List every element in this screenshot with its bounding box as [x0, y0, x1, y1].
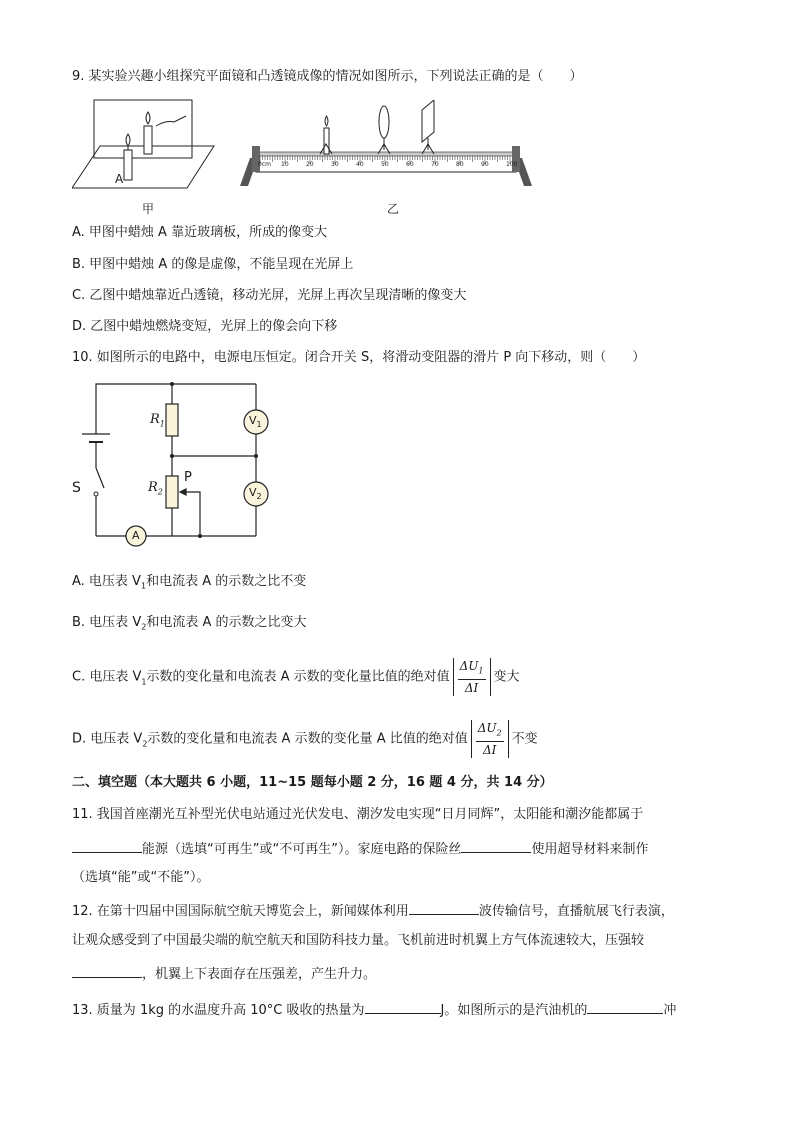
plane-mirror-figure — [72, 98, 217, 193]
section-2-title: 二、填空题（本大题共 6 小题，11~15 题每小题 2 分，16 题 4 分，共 14 分） — [72, 775, 553, 790]
q12-line1: 12. 在第十四届中国国际航空航天博览会上，新闻媒体利用 波传输信号，直播航展飞行表演， — [72, 900, 674, 921]
q12-line3: ，机翼上下表面存在压强差，产生升力。 — [72, 963, 376, 984]
q11-line3: （选填“能”或“不能”）。 — [72, 870, 210, 885]
answer-blank[interactable] — [72, 963, 142, 978]
fraction-du1-di: $\frac{\Delta U_1}{\Delta I}$ — [453, 658, 491, 696]
ruler-tick-label: 80 — [456, 161, 464, 168]
ruler-tick-label: 20 — [306, 161, 314, 168]
v2-label: $V_2$ — [249, 486, 262, 502]
r1-label: $R_1$ — [150, 412, 165, 429]
ruler-tick-label: 30 — [331, 161, 339, 168]
answer-blank[interactable] — [409, 900, 479, 915]
ruler-tick-label: 50 — [381, 161, 389, 168]
q9-option-c: C. 乙图中蜡烛靠近凸透镜，移动光屏，光屏上再次呈现清晰的像变大 — [72, 288, 467, 303]
q11-line1: 11. 我国首座潮光互补型光伏电站通过光伏发电、潮汐发电实现“日月同辉”，太阳能和潮汐能都属于 — [72, 807, 644, 822]
q9-stem: 9. 某实验兴趣小组探究平面镜和凸透镜成像的情况如图所示，下列说法正确的是（ ） — [72, 69, 583, 84]
r2-label: $R_2$ — [148, 480, 163, 497]
ruler-tick-label: 70 — [431, 161, 439, 168]
q9-option-a: A. 甲图中蜡烛 A 靠近玻璃板，所成的像变大 — [72, 225, 328, 240]
ruler-tick-label: 90 — [481, 161, 489, 168]
q10-option-d: D. 电压表 $V_2$示数的变化量和电流表 A 示数的变化量 A 比值的绝对值 $\frac{\Delta U_2}{\Delta I}$ 不变 — [72, 721, 538, 758]
q12-line2: 让观众感受到了中国最尖端的航空航天和国防科技力量。飞机前进时机翼上方气体流速较大，压强较 — [72, 933, 645, 948]
q10-option-b: B. 电压表 $V_2$和电流表 A 的示数之比变大 — [72, 615, 307, 632]
q13-line1: 13. 质量为 1kg 的水温度升高 10°C 吸收的热量为 J。如图所示的是汽油机的 冲 — [72, 999, 676, 1020]
switch-s-label: S — [72, 480, 81, 496]
q9-option-b: B. 甲图中蜡烛 A 的像是虚像，不能呈现在光屏上 — [72, 257, 354, 272]
candle-a-label: A — [115, 172, 124, 186]
slider-p-label: P — [184, 470, 192, 485]
ruler-tick-label: 40 — [356, 161, 364, 168]
caption-yi: 乙 — [387, 202, 400, 216]
ruler-unit: 0cm — [258, 161, 271, 168]
q10-option-c: C. 电压表 $V_1$示数的变化量和电流表 A 示数的变化量比值的绝对值 $\frac{\Delta U_1}{\Delta I}$ 变大 — [72, 659, 520, 696]
circuit-diagram — [70, 378, 270, 548]
optical-bench-figure — [236, 100, 536, 192]
ruler-tick-label: 10 — [281, 161, 289, 168]
answer-blank[interactable] — [461, 838, 531, 853]
ruler-tick-label: 60 — [406, 161, 414, 168]
q10-stem: 10. 如图所示的电路中，电源电压恒定。闭合开关 S，将滑动变阻器的滑片 P 向下移动，则（ ） — [72, 350, 646, 365]
ruler-tick-label: 100 — [506, 161, 518, 168]
caption-jia: 甲 — [142, 202, 155, 216]
q10-option-a: A. 电压表 $V_1$和电流表 A 的示数之比不变 — [72, 574, 307, 591]
v1-label: $V_1$ — [249, 414, 262, 430]
fraction-du2-di: $\frac{\Delta U_2}{\Delta I}$ — [471, 720, 509, 758]
answer-blank[interactable] — [72, 838, 142, 853]
answer-blank[interactable] — [587, 999, 663, 1014]
ammeter-label: A — [132, 529, 140, 542]
q9-option-d: D. 乙图中蜡烛燃烧变短，光屏上的像会向下移 — [72, 319, 338, 334]
q11-line2: 能源（选填“可再生”或“不可再生”）。家庭电路的保险丝 使用超导材料来制作 — [72, 838, 648, 859]
answer-blank[interactable] — [365, 999, 441, 1014]
